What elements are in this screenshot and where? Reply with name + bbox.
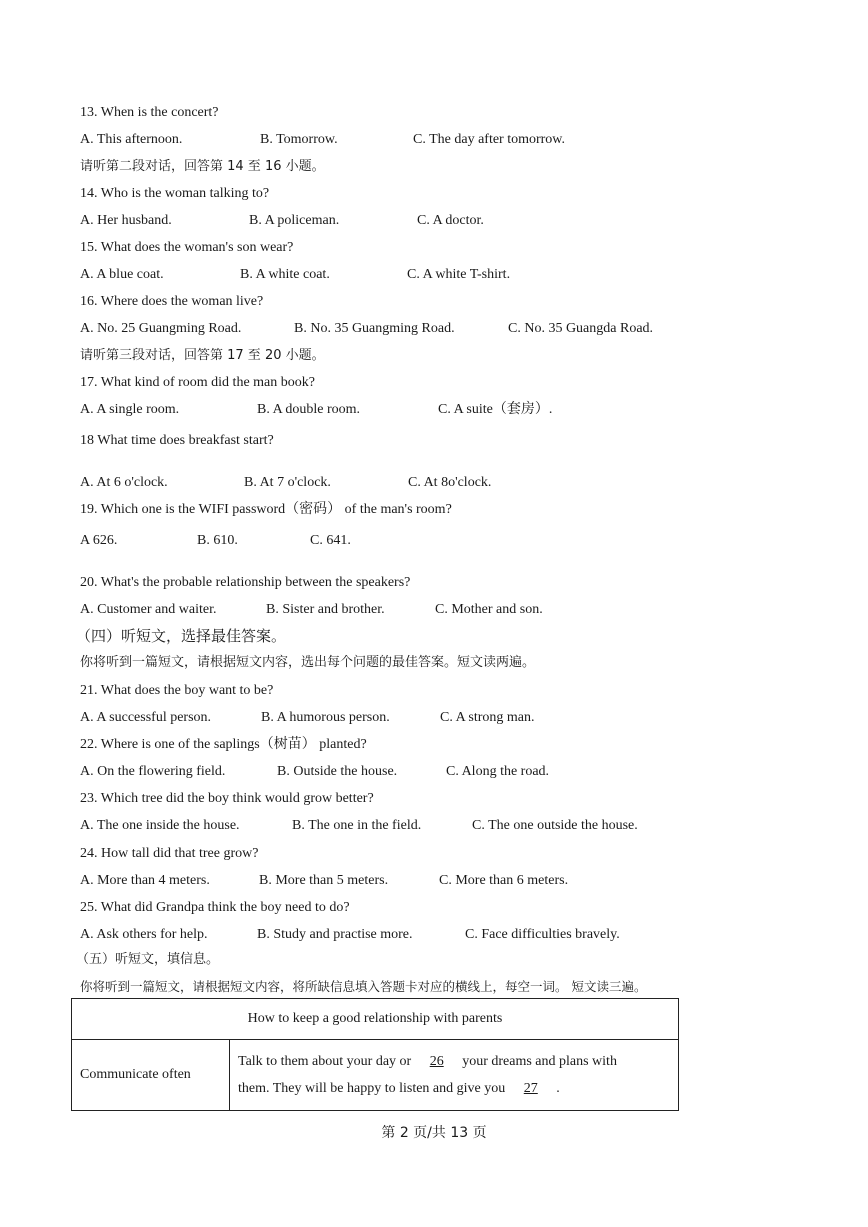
option-a: A. More than 4 meters.	[80, 873, 210, 888]
question-16: 16. Where does the woman live?	[80, 294, 264, 309]
blank-27[interactable]: 27	[523, 1081, 538, 1096]
section-5-instructions: 你将听到一篇短文，请根据短文内容，将所缺信息填入答题卡对应的横线上，每空一词。 短文读三遍。	[80, 979, 647, 994]
option-c: C. Along the road.	[446, 764, 550, 779]
info-table	[71, 998, 679, 1111]
option-b: B. The one in the field.	[292, 818, 422, 833]
question-14: 14. Who is the woman talking to?	[80, 186, 270, 201]
question-17: 17. What kind of room did the man book?	[80, 375, 315, 390]
option-b: B. Sister and brother.	[266, 602, 385, 617]
option-a: A. This afternoon.	[80, 132, 183, 147]
option-b: B. Outside the house.	[277, 764, 398, 779]
question-18: 18 What time does breakfast start?	[80, 433, 274, 448]
option-b: B. Study and practise more.	[257, 927, 413, 942]
section-4-instructions: 你将听到一篇短文，请根据短文内容，选出每个问题的最佳答案。短文读两遍。	[80, 655, 536, 670]
option-a: A. A blue coat.	[80, 267, 164, 282]
section-4-heading: （四）听短文，选择最佳答案。	[76, 627, 287, 645]
option-c: C. Face difficulties bravely.	[465, 927, 620, 942]
option-b: B. A humorous person.	[261, 710, 390, 725]
question-19: 19. Which one is the WIFI password（密码） of the man's room?	[80, 502, 452, 517]
option-c: C. A doctor.	[417, 213, 484, 228]
instruction-dialogue-3: 请听第三段对话，回答第 17 至 20 小题。	[80, 348, 325, 363]
table-row	[72, 1040, 679, 1111]
option-b: B. More than 5 meters.	[259, 873, 389, 888]
question-15: 15. What does the woman's son wear?	[80, 240, 294, 255]
question-20: 20. What's the probable relationship between the speakers?	[80, 575, 411, 590]
option-a: A 626.	[80, 533, 118, 548]
option-c: C. Mother and son.	[435, 602, 543, 617]
content-text: Talk to them about your day or	[238, 1054, 412, 1069]
option-c: C. 641.	[310, 533, 351, 548]
question-25: 25. What did Grandpa think the boy need to do?	[80, 900, 350, 915]
question-23: 23. Which tree did the boy think would grow better?	[80, 791, 374, 806]
option-a: A. Ask others for help.	[80, 927, 208, 942]
row-content	[230, 1040, 679, 1111]
question-22: 22. Where is one of the saplings（树苗） planted?	[80, 737, 367, 752]
content-text: them. They will be happy to listen and give you	[238, 1081, 506, 1096]
option-a: A. At 6 o'clock.	[80, 475, 168, 490]
instruction-dialogue-2: 请听第二段对话，回答第 14 至 16 小题。	[80, 159, 325, 174]
option-a: A. The one inside the house.	[80, 818, 240, 833]
option-c: C. The one outside the house.	[472, 818, 638, 833]
option-a: A. Her husband.	[80, 213, 172, 228]
option-c: C. The day after tomorrow.	[413, 132, 566, 147]
option-a: A. A successful person.	[80, 710, 212, 725]
content-text: your dreams and plans with	[462, 1054, 617, 1069]
option-b: B. A white coat.	[240, 267, 330, 282]
option-c: C. At 8o'clock.	[408, 475, 492, 490]
option-c: C. A suite（套房）.	[438, 402, 553, 417]
option-a: A. A single room.	[80, 402, 180, 417]
option-b: B. 610.	[197, 533, 238, 548]
row-label: Communicate often	[72, 1040, 230, 1111]
option-c: C. A white T-shirt.	[407, 267, 511, 282]
option-b: B. A policeman.	[249, 213, 340, 228]
blank-26[interactable]: 26	[429, 1054, 444, 1069]
option-a: A. Customer and waiter.	[80, 602, 217, 617]
option-c: C. No. 35 Guangda Road.	[508, 321, 654, 336]
question-13: 13. When is the concert?	[80, 105, 219, 120]
page-footer: 第 2 页/共 13 页	[381, 1125, 487, 1141]
option-b: B. Tomorrow.	[260, 132, 338, 147]
question-21: 21. What does the boy want to be?	[80, 683, 274, 698]
content-text: .	[556, 1081, 560, 1096]
section-5-heading: （五）听短文，填信息。	[76, 952, 220, 967]
table-row	[72, 999, 679, 1040]
question-24: 24. How tall did that tree grow?	[80, 846, 259, 861]
option-c: C. More than 6 meters.	[439, 873, 569, 888]
option-b: B. At 7 o'clock.	[244, 475, 331, 490]
option-b: B. No. 35 Guangming Road.	[294, 321, 455, 336]
option-c: C. A strong man.	[440, 710, 535, 725]
option-a: A. On the flowering field.	[80, 764, 226, 779]
option-a: A. No. 25 Guangming Road.	[80, 321, 242, 336]
table-title: How to keep a good relationship with parents	[72, 999, 679, 1040]
option-b: B. A double room.	[257, 402, 361, 417]
